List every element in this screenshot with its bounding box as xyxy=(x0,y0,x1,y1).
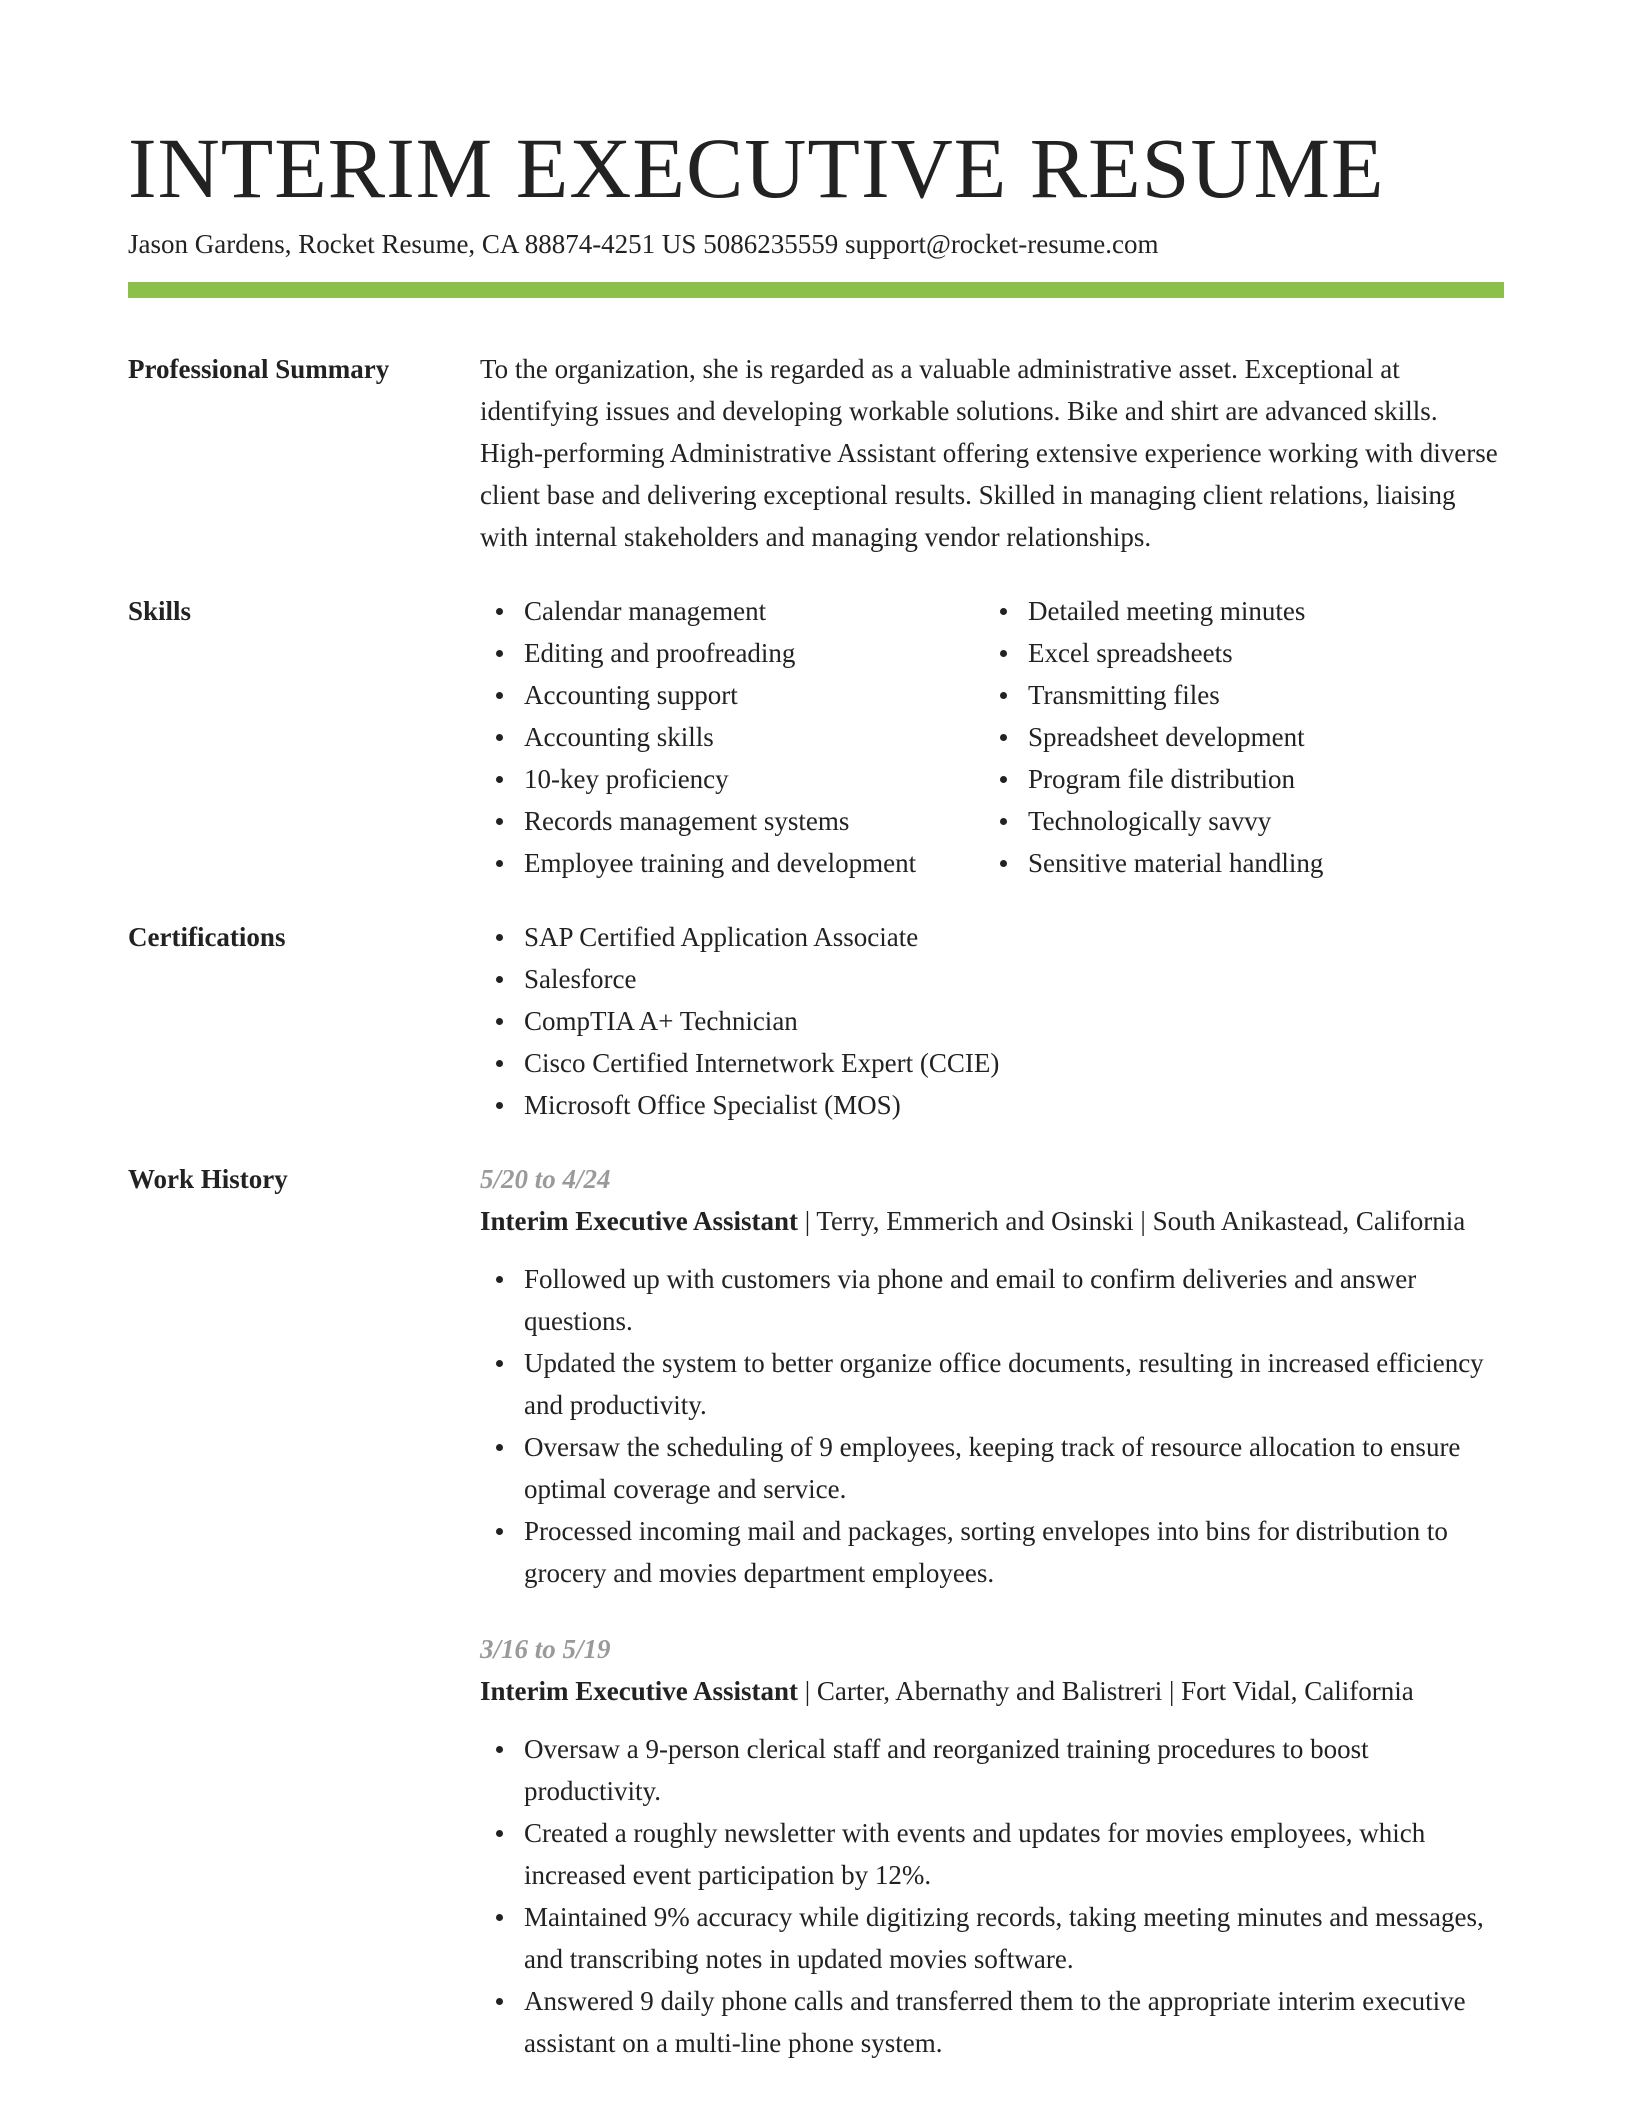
skill-item: Detailed meeting minutes xyxy=(1028,590,1323,632)
skill-item: Accounting support xyxy=(524,674,984,716)
certifications-list xyxy=(480,916,1504,1126)
contact-address: Jason Gardens, Rocket Resume, CA 88874-4251 US xyxy=(128,229,697,259)
job-entry xyxy=(480,1158,1504,1594)
job-bullet: Oversaw the scheduling of 9 employees, keeping track of resource allocation to ensure optimal coverage and service. xyxy=(524,1426,1504,1510)
contact-phone: 5086235559 xyxy=(703,229,839,259)
job-bullet: Created a roughly newsletter with events and updates for movies employees, which increased event participation by 12%. xyxy=(524,1812,1504,1896)
contact-email[interactable]: support@rocket-resume.com xyxy=(844,229,1159,259)
job-title: Interim Executive Assistant xyxy=(480,1676,798,1706)
job-heading xyxy=(480,1200,1504,1242)
resume-page xyxy=(128,118,1504,2064)
certification-item: CompTIA A+ Technician xyxy=(524,1000,1504,1042)
resume-title: INTERIM EXECUTIVE RESUME xyxy=(128,120,1385,216)
skill-item: Technologically savvy xyxy=(1028,800,1323,842)
summary-section xyxy=(128,348,1504,558)
certification-item: Cisco Certified Internetwork Expert (CCIE) xyxy=(524,1042,1504,1084)
certification-item: Microsoft Office Specialist (MOS) xyxy=(524,1084,1504,1126)
skill-item: 10-key proficiency xyxy=(524,758,984,800)
job-title: Interim Executive Assistant xyxy=(480,1206,798,1236)
header-divider xyxy=(128,282,1504,298)
section-label-skills: Skills xyxy=(128,596,192,626)
job-bullet: Answered 9 daily phone calls and transferred them to the appropriate interim executive assistant on a multi-line phone system. xyxy=(524,1980,1504,2064)
job-employer-location: | Carter, Abernathy and Balistreri | Fort Vidal, California xyxy=(797,1676,1414,1706)
contact-line xyxy=(128,224,1504,264)
job-dates: 3/16 to 5/19 xyxy=(480,1634,611,1664)
section-label-certifications: Certifications xyxy=(128,922,286,952)
certifications-section xyxy=(128,916,1504,1126)
skill-item: Accounting skills xyxy=(524,716,984,758)
skill-item: Excel spreadsheets xyxy=(1028,632,1323,674)
certification-item: Salesforce xyxy=(524,958,1504,1000)
work-history-section xyxy=(128,1158,1504,2064)
skill-item: Calendar management xyxy=(524,590,984,632)
skill-item: Editing and proofreading xyxy=(524,632,984,674)
job-bullet: Oversaw a 9-person clerical staff and reorganized training procedures to boost productivity. xyxy=(524,1728,1504,1812)
section-label-work-history: Work History xyxy=(128,1164,288,1194)
job-bullets xyxy=(480,1258,1504,1594)
certifications-body xyxy=(480,916,1504,1126)
skills-columns xyxy=(480,590,1504,884)
skills-list-left xyxy=(480,590,984,884)
job-dates: 5/20 to 4/24 xyxy=(480,1164,611,1194)
job-bullet: Maintained 9% accuracy while digitizing records, taking meeting minutes and messages, and transcribing notes in updated movies software. xyxy=(524,1896,1504,1980)
skill-item: Spreadsheet development xyxy=(1028,716,1323,758)
job-entry xyxy=(480,1628,1504,2064)
job-heading xyxy=(480,1670,1504,1712)
skill-item: Transmitting files xyxy=(1028,674,1323,716)
skill-item: Program file distribution xyxy=(1028,758,1323,800)
skill-item: Records management systems xyxy=(524,800,984,842)
certification-item: SAP Certified Application Associate xyxy=(524,916,1504,958)
skill-item: Employee training and development xyxy=(524,842,984,884)
summary-text: To the organization, she is regarded as a valuable administrative asset. Exceptional at identifying issues and developing workable solutions. Bike and shirt are advanced skills. High-performing Administrative Assistant offering extensive experience working with diverse client base and delivering exceptional results. Skilled in managing client relations, liaising with internal stakeholders and managing vendor relationships. xyxy=(480,354,1498,552)
job-employer-location: | Terry, Emmerich and Osinski | South Anikastead, California xyxy=(797,1206,1466,1236)
skill-item: Sensitive material handling xyxy=(1028,842,1323,884)
job-bullet: Updated the system to better organize office documents, resulting in increased efficiency and productivity. xyxy=(524,1342,1504,1426)
skills-list-right xyxy=(984,590,1323,884)
work-history-body xyxy=(480,1158,1504,2064)
section-label-summary: Professional Summary xyxy=(128,354,390,384)
skills-section xyxy=(128,590,1504,884)
job-bullet: Processed incoming mail and packages, sorting envelopes into bins for distribution to grocery and movies department employees. xyxy=(524,1510,1504,1594)
job-bullet: Followed up with customers via phone and email to confirm deliveries and answer questions. xyxy=(524,1258,1504,1342)
job-bullets xyxy=(480,1728,1504,2064)
